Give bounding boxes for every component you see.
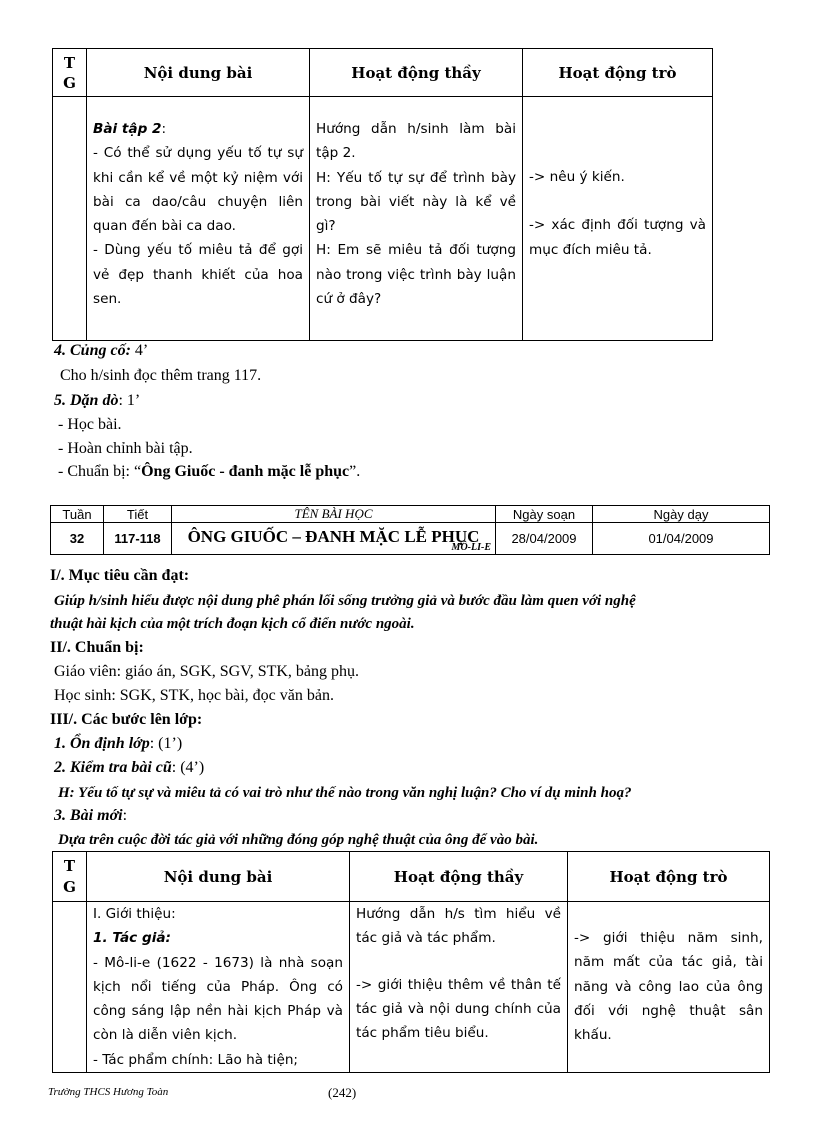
section-title: I. Giới thiệu: (93, 906, 176, 922)
student-cell (523, 97, 713, 341)
student-line: -> nêu ý kiến. (529, 169, 625, 185)
tg-cell (53, 97, 87, 341)
col-tiet: Tiết (104, 506, 172, 523)
teacher-line: -> giới thiệu thêm về thân tế tác giả và nội dung chính của tác phẩm tiêu biểu. (356, 976, 561, 1042)
lesson-info-table (50, 505, 770, 555)
teacher-cell (350, 902, 568, 1073)
sub-title: 1. Tác giả: (93, 930, 171, 947)
on-dinh-lop: 1. Ổn định lớp: (1’) (54, 735, 183, 752)
activity-table-1 (52, 48, 713, 341)
col-ten: TÊN BÀI HỌC (172, 506, 496, 523)
muc-tieu-text: Giúp h/sinh hiểu được nội dung phê phán lối sống trưởng giả và bước đầu làm quen với nghệ (54, 593, 636, 609)
student-line: -> xác định đối tượng và mục đích miêu tả. (529, 217, 706, 258)
bai-moi-heading: 3. Bài mới: (54, 807, 128, 824)
content-header: Nội dung bài (87, 852, 350, 902)
page-number: (242) (328, 1085, 357, 1100)
chuan-bi-heading: II/. Chuẩn bị: (50, 639, 144, 656)
student-header: Hoạt động trò (523, 49, 713, 97)
teacher-header: Hoạt động thầy (350, 852, 568, 902)
tg-cell (53, 902, 87, 1073)
footer-school: Trường THCS Hương Toàn (48, 1086, 169, 1098)
content-line: - Tác phẩm chính: Lão hà tiện; (93, 1051, 299, 1068)
lesson-author: MÔ-LI-E (451, 542, 491, 553)
student-line: -> giới thiệu năm sinh, năm mất của tác giả, tài năng và công lao của ông đối với nghệ thuật sân khấu. (574, 930, 763, 1044)
col-ngay-day: Ngày dạy (593, 506, 770, 523)
content-line: - Mô-li-e (1622 - 1673) là nhà soạn kịch nổi tiếng của Pháp. Ông có công sáng lập nền hài kịch Pháp và còn là diễn viên kịch. (93, 954, 343, 1044)
teacher-cell (310, 97, 523, 341)
muc-tieu-heading: I/. Mục tiêu cần đạt: (50, 567, 190, 584)
teacher-header: Hoạt động thầy (310, 49, 523, 97)
student-cell (568, 902, 770, 1073)
cung-co-text: Cho h/sinh đọc thêm trang 117. (60, 367, 262, 384)
bai-moi-intro: Dựa trên cuộc đời tác giả với những đóng góp nghệ thuật của ông để vào bài. (58, 832, 539, 848)
muc-tieu-text: thuật hài kịch của một trích đoạn kịch cổ điển nước ngoài. (50, 616, 415, 632)
tiet-value: 117-118 (104, 523, 172, 555)
activity-table-2 (52, 851, 770, 1073)
teacher-line: H: Yếu tố tự sự để trình bày trong bài viết này là kể về gì? (316, 169, 516, 235)
teacher-line: Hướng dẫn h/s tìm hiểu về tác giả và tác phẩm. (356, 906, 561, 947)
tg-header: T G (53, 852, 87, 902)
content-line: - Có thể sử dụng yếu tố tự sự khi cần kể về một kỷ niệm với bài ca dao/câu chuyện liên quan đến bài ca dao. (93, 145, 303, 235)
dan-do-heading: 5. Dặn dò: 1’ (54, 392, 141, 409)
col-tuan: Tuần (51, 506, 104, 523)
dan-do-item: - Học bài. (58, 416, 122, 433)
cung-co-heading: 4. Củng cố: 4’ (54, 342, 149, 359)
teacher-line: Hướng dẫn h/sinh làm bài tập 2. (316, 121, 516, 162)
content-header: Nội dung bài (87, 49, 310, 97)
dan-do-item: - Hoàn chỉnh bài tập. (58, 440, 193, 457)
tuan-value: 32 (51, 523, 104, 555)
ngay-day-value: 01/04/2009 (593, 523, 770, 555)
chuan-bi-hs: Học sinh: SGK, STK, học bài, đọc văn bản. (54, 687, 334, 704)
cac-buoc-heading: III/. Các bước lên lớp: (50, 711, 203, 728)
col-ngay-soan: Ngày soạn (496, 506, 593, 523)
kiem-tra-question: H: Yếu tố tự sự và miêu tả có vai trò như thế nào trong văn nghị luận? Cho ví dụ minh hoạ? (58, 785, 632, 801)
content-line: - Dùng yếu tố miêu tả để gợi vẻ đẹp thanh khiết của hoa sen. (93, 242, 303, 308)
content-cell: Bài tập 2: - Có thể sử dụng yếu tố tự sự khi cần kể về một kỷ niệm với bài ca dao/câu chuyện liên quan đến bài ca dao. - Dùng yếu tố miêu tả để gợi vẻ đẹp thanh khiết của hoa sen. (87, 97, 310, 341)
tg-header: T G (53, 49, 87, 97)
lesson-title-cell (172, 523, 496, 555)
chuan-bi-gv: Giáo viên: giáo án, SGK, SGV, STK, bảng phụ. (54, 663, 360, 680)
teacher-line: H: Em sẽ miêu tả đối tượng nào trong việc trình bày luận cứ ở đây? (316, 242, 516, 308)
lesson-title: ÔNG GIUỐC – ĐANH MẶC LỄ PHỤC (187, 526, 480, 546)
dan-do-prepare: - Chuẩn bị: “Ông Giuốc - đanh mặc lễ phục”. (58, 463, 361, 480)
student-header: Hoạt động trò (568, 852, 770, 902)
exercise-title: Bài tập 2 (93, 121, 162, 137)
ngay-soan-value: 28/04/2009 (496, 523, 593, 555)
kiem-tra-bai-cu: 2. Kiểm tra bài cũ: (4’) (54, 759, 205, 776)
content-cell (87, 902, 350, 1073)
